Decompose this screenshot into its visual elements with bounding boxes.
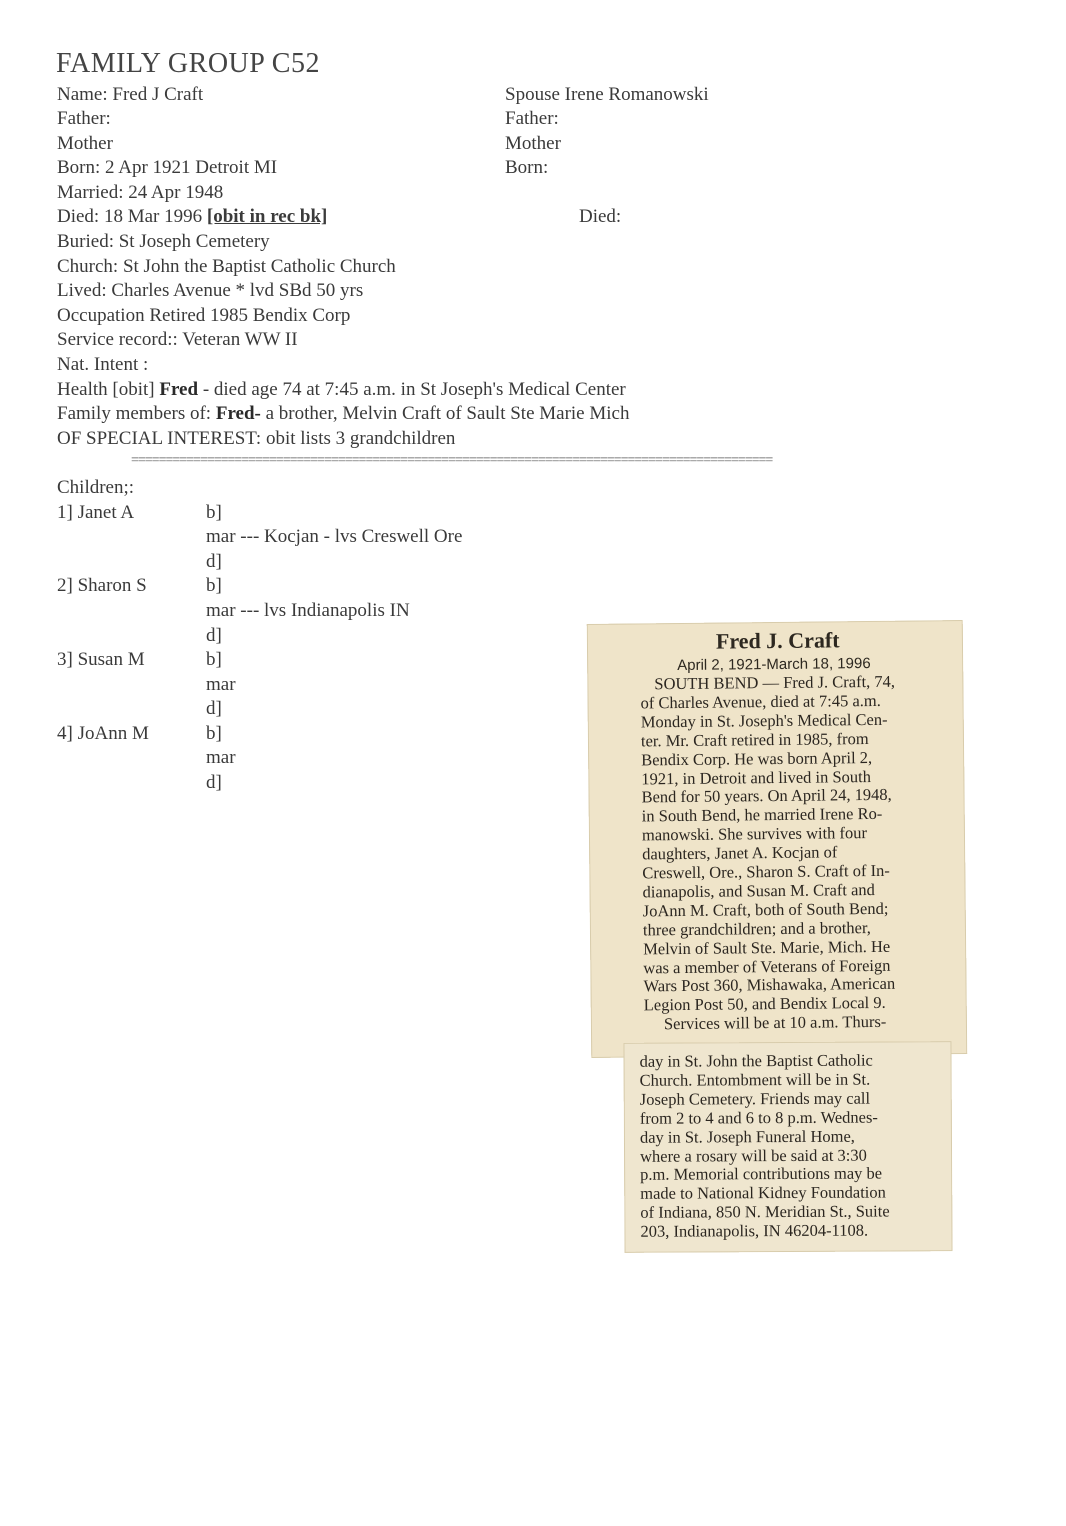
obituary-line: from 2 to 4 and 6 to 8 p.m. Wednes- [639, 1107, 878, 1128]
obituary-line: Bend for 50 years. On April 24, 1948, [641, 785, 892, 807]
obituary-clipping [587, 620, 968, 1058]
obituary-line: day in St. Joseph Funeral Home, [639, 1126, 855, 1147]
children-heading: Children;: [57, 477, 135, 498]
spouse-died-field: Died: [579, 206, 622, 227]
child-born: b] [206, 649, 222, 670]
obituary-line: of Charles Avenue, died at 7:45 a.m. [640, 690, 881, 713]
obituary-line: manowski. She survives with four [641, 823, 868, 845]
obituary-line: was a member of Veterans of Foreign [643, 955, 891, 977]
married-field: Married: 24 Apr 1948 [57, 182, 224, 203]
obituary-line: SOUTH BEND — Fred J. Craft, 74, [654, 671, 896, 694]
obituary-line: daughters, Janet A. Kocjan of [642, 842, 838, 864]
family-rest: a brother, Melvin Craft of Sault Ste Marie Mich [260, 403, 630, 424]
obituary-line: Church. Entombment will be in St. [639, 1069, 871, 1090]
obituary-line: 203, Indianapolis, IN 46204-1108. [640, 1220, 869, 1241]
child-name: 3] Susan M [57, 649, 145, 670]
obituary-line: Melvin of Sault Ste. Marie, Mich. He [643, 936, 891, 959]
born-field: Born: 2 Apr 1921 Detroit MI [57, 157, 278, 178]
obituary-line: in South Bend, he married Irene Ro- [641, 804, 883, 826]
obituary-line: Legion Post 50, and Bendix Local 9. [643, 993, 886, 1015]
special-interest-field: OF SPECIAL INTEREST: obit lists 3 grandchildren [57, 428, 456, 449]
buried-field: Buried: St Joseph Cemetery [57, 231, 270, 252]
child-died: d] [206, 551, 222, 572]
health-bold: Fred [159, 379, 199, 400]
separator-rule: ============================================================================================= [131, 453, 773, 468]
obituary-line: Monday in St. Joseph's Medical Cen- [640, 709, 888, 732]
name-field: Name: Fred J Craft [57, 84, 204, 105]
health-rest: - died age 74 at 7:45 a.m. in St Joseph's Medical Center [198, 379, 626, 400]
obituary-dates: April 2, 1921-March 18, 1996 [677, 655, 871, 675]
father-field: Father: [57, 108, 111, 129]
obituary-line: Wars Post 360, Mishawaka, American [643, 974, 896, 996]
child-married: mar --- Kocjan - lvs Creswell Ore [206, 526, 463, 547]
spouse-field: Spouse Irene Romanowski [505, 84, 709, 105]
obituary-line: of Indiana, 850 N. Meridian St., Suite [640, 1201, 890, 1222]
child-born: b] [206, 575, 222, 596]
obituary-line: day in St. John the Baptist Catholic [639, 1050, 873, 1071]
spouse-born-field: Born: [505, 157, 549, 178]
child-died: d] [206, 625, 222, 646]
obituary-line: three grandchildren; and a brother, [642, 917, 871, 940]
obituary-line: p.m. Memorial contributions may be [640, 1163, 883, 1185]
obituary-line: Services will be at 10 a.m. Thurs- [663, 1012, 887, 1034]
died-field [57, 205, 327, 229]
died-label: Died: 18 Mar 1996 [57, 206, 207, 227]
obituary-line: JoAnn M. Craft, both of South Bend; [642, 898, 889, 921]
obituary-line: Bendix Corp. He was born April 2, [641, 747, 873, 770]
obit-record-link[interactable]: [obit in rec bk] [206, 206, 328, 227]
service-record-field: Service record:: Veteran WW II [57, 329, 298, 350]
obituary-line: Creswell, Ore., Sharon S. Craft of In- [642, 860, 890, 883]
nat-intent-field: Nat. Intent : [57, 354, 149, 375]
obituary-line: 1921, in Detroit and lived in South [641, 766, 872, 788]
occupation-field: Occupation Retired 1985 Bendix Corp [57, 305, 351, 326]
child-name: 4] JoAnn M [57, 723, 149, 744]
obituary-line: Joseph Cemetery. Friends may call [639, 1088, 871, 1109]
spouse-father-field: Father: [505, 108, 559, 129]
obituary-line: where a rosary will be said at 3:30 [639, 1145, 867, 1166]
family-bold: Fred- [215, 403, 261, 424]
child-married: mar [206, 747, 236, 768]
child-name: 1] Janet A [57, 502, 135, 523]
mother-field: Mother [57, 133, 113, 154]
page-title: FAMILY GROUP C52 [56, 48, 320, 79]
child-name: 2] Sharon S [57, 575, 147, 596]
obituary-line: dianapolis, and Susan M. Craft and [642, 879, 875, 902]
family-members-field [57, 402, 629, 426]
child-died: d] [206, 772, 222, 793]
obituary-headline: Fred J. Craft [715, 627, 840, 654]
spouse-mother-field: Mother [505, 133, 561, 154]
obituary-line: ter. Mr. Craft retired in 1985, from [640, 728, 869, 751]
obituary-clipping-continued [623, 1041, 952, 1253]
church-field: Church: St John the Baptist Catholic Church [57, 256, 396, 277]
child-born: b] [206, 502, 222, 523]
child-married: mar [206, 674, 236, 695]
family-prefix: Family members of: [57, 403, 216, 424]
health-prefix: Health [obit] [57, 379, 160, 400]
child-died: d] [206, 698, 222, 719]
health-field [57, 378, 626, 402]
child-married: mar --- lvs Indianapolis IN [206, 600, 410, 621]
lived-field: Lived: Charles Avenue * lvd SBd 50 yrs [57, 280, 364, 301]
obituary-line: made to National Kidney Foundation [640, 1182, 886, 1204]
child-born: b] [206, 723, 222, 744]
